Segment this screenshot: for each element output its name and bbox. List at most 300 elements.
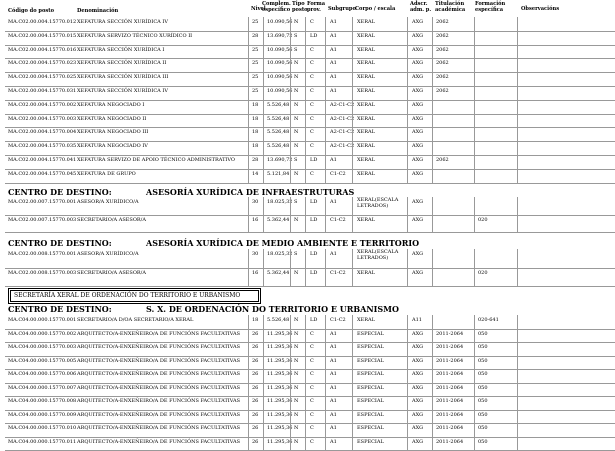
table-row	[0, 128, 615, 137]
cell-codigo: MA.C04.00.000.15770.005	[8, 357, 77, 364]
column-divider	[432, 315, 433, 450]
cell-complem: 5.526,48	[267, 115, 290, 122]
cell-formacion: 020	[478, 216, 488, 223]
cell-corpo: XERAL	[357, 317, 375, 323]
cell-codigo: MA.C02.00.004.15770.045	[8, 170, 77, 177]
cell-denominacion: XEFATURA SERVIZO DE APOIO TÉCNICO ADMINISTRATIVO	[77, 157, 236, 163]
table-row	[0, 156, 615, 165]
cell-adscr: AXG	[412, 60, 424, 67]
cell-formacion: 050	[478, 384, 488, 391]
cell-forma: C	[310, 398, 314, 404]
cell-codigo: MA.C04.00.000.15770.009	[8, 411, 77, 418]
cell-tipo: S	[294, 46, 298, 53]
section-centro-destino-2	[8, 238, 420, 248]
header-adm: adm. p.	[410, 7, 432, 13]
header-titulacion: Titulación	[435, 1, 465, 7]
section-label: CENTRO DE DESTINO:	[8, 238, 112, 248]
cell-subgrupo: A2-C1-C2	[330, 115, 355, 122]
row-divider	[5, 183, 615, 184]
column-divider	[407, 249, 408, 286]
cell-denominacion: XEFATURA SECCIÓN XURÍDICA IV	[77, 19, 168, 25]
cell-adscr: AXG	[412, 251, 424, 257]
cell-subgrupo: A1	[330, 398, 337, 404]
cell-subgrupo: A2-C1-C2	[330, 129, 355, 136]
table-row	[0, 101, 615, 110]
cell-titulacion: 2011-2064	[436, 398, 464, 404]
cell-tipo: N	[294, 357, 299, 364]
column-divider	[432, 17, 433, 183]
header-complem: Complem.	[262, 1, 291, 7]
cell-nivel: 14	[252, 170, 259, 177]
cell-titulacion: 2062	[436, 88, 449, 94]
cell-tipo: N	[294, 19, 299, 25]
table-row	[0, 384, 615, 393]
cell-corpo: ESPECIAL	[357, 398, 384, 404]
cell-corpo: XERAL	[357, 32, 375, 39]
cell-titulacion: 2062	[436, 46, 449, 53]
cell-titulacion: 2011-2064	[436, 438, 464, 445]
cell-formacion: 020-641	[478, 317, 499, 323]
table-row	[0, 87, 615, 96]
cell-forma: C	[310, 170, 314, 177]
cell-nivel: 25	[252, 19, 259, 25]
cell-denominacion: XEFATURA DE GRUPO	[77, 170, 136, 177]
cell-denominacion: ARQUITECTO/A-ENXEÑEIRO/A DE FUNCIÓNS FACULTATIVAS	[77, 384, 241, 391]
cell-tipo: N	[294, 330, 299, 337]
cell-forma: LD	[310, 32, 318, 39]
cell-tipo: N	[294, 344, 299, 350]
cell-complem: 11.295,36	[267, 398, 293, 404]
cell-corpo: XERAL	[357, 157, 375, 163]
cell-nivel: 26	[252, 411, 259, 418]
cell-subgrupo: A2-C1-C2	[330, 143, 355, 150]
header-subgrupo: Subgrupo	[328, 6, 356, 12]
column-divider	[248, 197, 249, 232]
cell-subgrupo: A1	[330, 425, 337, 431]
cell-corpo: XERAL	[357, 269, 375, 276]
cell-tipo: S	[294, 251, 298, 257]
header-posto: posto	[292, 7, 308, 13]
cell-subgrupo: A1	[330, 199, 337, 205]
cell-complem: 10.090,56	[267, 60, 293, 67]
column-divider	[352, 197, 353, 232]
column-divider	[432, 249, 433, 286]
cell-tipo: N	[294, 170, 299, 177]
table-row	[0, 32, 615, 41]
column-divider	[474, 197, 475, 232]
cell-complem: 5.362,44	[267, 269, 290, 276]
cell-adscr: AXG	[412, 19, 424, 25]
cell-subgrupo: A1	[330, 330, 337, 337]
cell-nivel: 16	[252, 269, 259, 276]
cell-nivel: 26	[252, 344, 259, 350]
cell-nivel: 26	[252, 330, 259, 337]
cell-forma: LD	[310, 199, 318, 205]
header-tipo: Tipo	[292, 1, 305, 7]
column-divider	[352, 315, 353, 450]
cell-denominacion: ARQUITECTO/A-ENXEÑEIRO/A DE FUNCIÓNS FACULTATIVAS	[77, 357, 241, 364]
cell-corpo: XERAL	[357, 216, 375, 223]
cell-forma: C	[310, 74, 314, 81]
cell-tipo: N	[294, 88, 299, 94]
cell-denominacion: ARQUITECTO/A-ENXEÑEIRO/A DE FUNCIÓNS FACULTATIVAS	[77, 411, 241, 418]
cell-titulacion: 2011-2064	[436, 357, 464, 364]
section-centro-destino-1	[8, 187, 355, 197]
cell-forma: C	[310, 357, 314, 364]
cell-titulacion: 2062	[436, 157, 449, 163]
cell-codigo: MA.C02.00.004.15770.003	[8, 115, 77, 122]
cell-tipo: N	[294, 269, 299, 276]
cell-complem: 10.090,56	[267, 46, 293, 53]
cell-subgrupo: A1	[330, 88, 337, 94]
cell-nivel: 25	[252, 46, 259, 53]
cell-forma: C	[310, 88, 314, 94]
table-row	[0, 343, 615, 352]
cell-formacion: 050	[478, 425, 488, 431]
column-divider	[407, 197, 408, 232]
cell-complem: 11.295,36	[267, 357, 293, 364]
cell-denominacion: ARQUITECTO/A-ENXEÑEIRO/A DE FUNCIÓNS FACULTATIVAS	[77, 438, 241, 445]
cell-subgrupo: A1	[330, 46, 337, 53]
cell-adscr: AXG	[412, 411, 424, 418]
secretaria-heading: SECRETARÍA XERAL DE ORDENACIÓN DO TERRITORIO E URBANISMO	[10, 290, 259, 302]
cell-adscr: AXG	[412, 398, 424, 404]
cell-forma: C	[310, 384, 314, 391]
cell-codigo: MA.C04.00.000.15770.003	[8, 344, 77, 350]
cell-formacion: 050	[478, 371, 488, 377]
cell-corpo: XERAL	[357, 129, 375, 136]
column-divider	[305, 249, 306, 286]
column-divider	[474, 315, 475, 450]
cell-tipo: N	[294, 60, 299, 67]
column-divider	[325, 315, 326, 450]
cell-titulacion: 2011-2064	[436, 330, 464, 337]
table-row	[0, 142, 615, 151]
cell-codigo: MA.C02.00.008.15770.003	[8, 269, 77, 276]
cell-denominacion: XEFATURA SECCIÓN XURÍDICA II	[77, 60, 167, 67]
cell-denominacion: XEFATURA SECCIÓN XURÍDICA I	[77, 46, 165, 53]
column-divider	[474, 17, 475, 183]
cell-forma: LD	[310, 317, 318, 323]
section-name: ASESORÍA XURÍDICA DE MEDIO AMBIENTE E TERRITORIO	[146, 238, 420, 248]
cell-subgrupo: A1	[330, 438, 337, 445]
table-row	[0, 316, 615, 325]
cell-corpo: XERAL	[357, 60, 375, 67]
cell-subgrupo: A1	[330, 411, 337, 418]
cell-tipo: N	[294, 317, 299, 323]
cell-corpo: XERAL	[357, 170, 375, 177]
cell-forma: C	[310, 19, 314, 25]
cell-denominacion: ARQUITECTO/A-ENXEÑEIRO/A DE FUNCIÓNS FACULTATIVAS	[77, 398, 241, 404]
cell-codigo: MA.C04.00.000.15770.010	[8, 425, 77, 431]
column-divider	[352, 249, 353, 286]
cell-nivel: 26	[252, 357, 259, 364]
cell-denominacion: SECRETARIO/A ASESOR/A	[77, 216, 146, 223]
cell-nivel: 18	[252, 101, 259, 108]
cell-codigo: MA.C04.00.000.15770.001	[8, 317, 77, 323]
table-row	[0, 397, 615, 406]
cell-codigo: MA.C04.00.000.15770.006	[8, 371, 77, 377]
header-codigo: Código do posto	[8, 8, 54, 14]
section-name: S. X. DE ORDENACIÓN DO TERRITORIO E URBANISMO	[146, 304, 399, 314]
cell-formacion: 050	[478, 344, 488, 350]
cell-nivel: 26	[252, 438, 259, 445]
cell-codigo: MA.C02.00.004.15770.012	[8, 19, 77, 25]
table-row	[0, 424, 615, 433]
cell-tipo: N	[294, 143, 299, 150]
cell-tipo: S	[294, 32, 298, 39]
cell-nivel: 28	[252, 157, 259, 163]
cell-adscr: AXG	[412, 115, 424, 122]
table-header	[0, 0, 615, 20]
column-divider	[263, 315, 264, 450]
cell-subgrupo: A1	[330, 74, 337, 81]
cell-tipo: N	[294, 101, 299, 108]
cell-formacion: 020	[478, 269, 488, 276]
cell-codigo: MA.C04.00.000.15770.002	[8, 330, 77, 337]
cell-nivel: 28	[252, 32, 259, 39]
cell-nivel: 30	[252, 199, 259, 205]
header-especifico: específico	[262, 7, 291, 13]
cell-subgrupo: C1-C2	[330, 317, 346, 323]
cell-tipo: N	[294, 398, 299, 404]
table-row	[0, 330, 615, 339]
cell-nivel: 25	[252, 60, 259, 67]
column-divider	[517, 17, 518, 183]
cell-titulacion: 2011-2064	[436, 371, 464, 377]
row-divider	[5, 232, 615, 233]
table-row	[0, 198, 615, 207]
cell-codigo: MA.C02.00.004.15770.016	[8, 46, 77, 53]
table-row	[0, 170, 615, 179]
cell-codigo: MA.C02.00.007.15770.001	[8, 199, 77, 205]
cell-subgrupo: C1-C2	[330, 269, 346, 276]
cell-forma: C	[310, 330, 314, 337]
cell-forma: C	[310, 46, 314, 53]
cell-corpo: XERAL	[357, 115, 375, 122]
cell-adscr: AXG	[412, 357, 424, 364]
cell-complem: 5.526,48	[267, 129, 290, 136]
cell-tipo: N	[294, 371, 299, 377]
column-divider	[305, 197, 306, 232]
cell-codigo: MA.C02.00.004.15770.004	[8, 129, 77, 136]
header-academica: académica	[435, 7, 466, 13]
column-divider	[248, 17, 249, 183]
section-centro-destino-3	[8, 304, 399, 314]
cell-complem: 11.295,36	[267, 438, 293, 445]
cell-denominacion: ARQUITECTO/A-ENXEÑEIRO/A DE FUNCIÓNS FACULTATIVAS	[77, 425, 241, 431]
cell-subgrupo: A1	[330, 157, 337, 163]
cell-complem: 5.526,48	[267, 143, 290, 150]
cell-nivel: 26	[252, 371, 259, 377]
table-row	[0, 59, 615, 68]
column-divider	[325, 17, 326, 183]
cell-nivel: 18	[252, 115, 259, 122]
cell-forma: C	[310, 101, 314, 108]
cell-adscr: AXG	[412, 101, 424, 108]
cell-corpo: ESPECIAL	[357, 425, 384, 431]
cell-corpo: XERAL	[357, 46, 375, 53]
cell-forma: C	[310, 425, 314, 431]
cell-codigo: MA.C02.00.004.15770.035	[8, 143, 77, 150]
cell-denominacion: XEFATURA NEGOCIADO II	[77, 115, 147, 122]
header-especifica: específica	[475, 7, 504, 13]
cell-complem: 10.090,56	[267, 88, 293, 94]
column-divider	[290, 197, 291, 232]
table-row	[0, 73, 615, 82]
cell-corpo: XERAL(ESCALA LETRADOS)	[357, 197, 399, 209]
cell-corpo: ESPECIAL	[357, 384, 384, 391]
cell-denominacion: SECRETARIO/A ASESOR/A	[77, 269, 146, 276]
column-divider	[432, 197, 433, 232]
cell-codigo: MA.C04.00.000.15770.008	[8, 398, 77, 404]
cell-denominacion: XEFATURA NEGOCIADO IV	[77, 143, 148, 150]
cell-subgrupo: A2-C1-C2	[330, 101, 355, 108]
cell-corpo: XERAL	[357, 19, 375, 25]
column-divider	[263, 197, 264, 232]
table-row	[0, 115, 615, 124]
cell-corpo: ESPECIAL	[357, 371, 384, 377]
cell-formacion: 050	[478, 398, 488, 404]
cell-corpo: XERAL	[357, 74, 375, 81]
cell-formacion: 050	[478, 330, 488, 337]
column-divider	[305, 17, 306, 183]
header-adscr: Adscr.	[410, 1, 428, 7]
column-divider	[248, 249, 249, 286]
cell-forma: C	[310, 129, 314, 136]
column-divider	[474, 249, 475, 286]
cell-adscr: AXG	[412, 438, 424, 445]
cell-denominacion: ASESOR/A XURÍDICO/A	[77, 199, 139, 205]
cell-corpo: ESPECIAL	[357, 344, 384, 350]
cell-complem: 5.526,48	[267, 317, 290, 323]
cell-codigo: MA.C02.00.007.15770.003	[8, 216, 77, 223]
cell-forma: LD	[310, 157, 318, 163]
cell-adscr: AXG	[412, 74, 424, 81]
cell-titulacion: 2011-2064	[436, 384, 464, 391]
cell-codigo: MA.C04.00.000.15770.007	[8, 384, 77, 391]
cell-adscr: AXG	[412, 88, 424, 94]
cell-complem: 10.090,56	[267, 19, 293, 25]
header-formacion: Formación	[475, 1, 506, 7]
table-row	[0, 357, 615, 366]
cell-denominacion: ARQUITECTO/A-ENXEÑEIRO/A DE FUNCIÓNS FACULTATIVAS	[77, 371, 241, 377]
column-divider	[325, 249, 326, 286]
cell-complem: 18.025,32	[267, 251, 293, 257]
cell-complem: 11.295,36	[267, 371, 293, 377]
cell-adscr: AXG	[412, 269, 424, 276]
cell-codigo: MA.C02.00.008.15770.001	[8, 251, 77, 257]
section-name: ASESORÍA XURÍDICA DE INFRAESTRUTURAS	[146, 187, 355, 197]
cell-titulacion: 2011-2064	[436, 411, 464, 418]
column-divider	[290, 315, 291, 450]
table-row	[0, 216, 615, 225]
cell-titulacion: 2011-2064	[436, 425, 464, 431]
cell-subgrupo: C1-C2	[330, 170, 346, 177]
cell-complem: 11.295,36	[267, 425, 293, 431]
column-divider	[290, 17, 291, 183]
section-label: CENTRO DE DESTINO:	[8, 187, 112, 197]
cell-subgrupo: A1	[330, 344, 337, 350]
cell-forma: C	[310, 143, 314, 150]
cell-corpo: XERAL	[357, 88, 375, 94]
column-divider	[517, 197, 518, 232]
cell-nivel: 25	[252, 88, 259, 94]
header-forma: Forma	[307, 1, 326, 7]
cell-denominacion: ARQUITECTO/A-ENXEÑEIRO/A DE FUNCIÓNS FACULTATIVAS	[77, 330, 241, 337]
cell-tipo: N	[294, 438, 299, 445]
cell-nivel: 18	[252, 129, 259, 136]
cell-codigo: MA.C02.00.004.15770.041	[8, 157, 77, 163]
cell-adscr: AXG	[412, 330, 424, 337]
cell-forma: C	[310, 60, 314, 67]
header-corpo: Corpo / escala	[355, 6, 396, 12]
cell-denominacion: SECRETARIO/A D/OA SECRETARIO/A XERAL	[77, 317, 194, 323]
header-nivel: Nivel	[251, 6, 266, 12]
cell-titulacion: 2062	[436, 19, 449, 25]
cell-forma: LD	[310, 269, 318, 276]
cell-adscr: AXG	[412, 425, 424, 431]
cell-nivel: 18	[252, 317, 259, 323]
column-divider	[263, 249, 264, 286]
cell-denominacion: ASESOR/A XURÍDICO/A	[77, 251, 139, 257]
column-divider	[263, 17, 264, 183]
cell-tipo: N	[294, 115, 299, 122]
cell-forma: C	[310, 411, 314, 418]
row-divider	[5, 286, 615, 287]
column-divider	[290, 249, 291, 286]
cell-adscr: AXG	[412, 157, 424, 163]
column-divider	[352, 17, 353, 183]
cell-adscr: AXG	[412, 143, 424, 150]
column-divider	[305, 315, 306, 450]
table-row	[0, 18, 615, 27]
cell-subgrupo: A1	[330, 384, 337, 391]
cell-subgrupo: A1	[330, 251, 337, 257]
column-divider	[407, 17, 408, 183]
cell-adscr: AXG	[412, 371, 424, 377]
cell-denominacion: XEFATURA SECCIÓN XURÍDICA IV	[77, 88, 168, 94]
cell-forma: C	[310, 115, 314, 122]
cell-complem: 5.362,44	[267, 216, 290, 223]
cell-forma: C	[310, 371, 314, 377]
cell-formacion: 050	[478, 438, 488, 445]
cell-formacion: 050	[478, 357, 488, 364]
column-divider	[325, 197, 326, 232]
cell-adscr: AXG	[412, 32, 424, 39]
cell-corpo: XERAL(ESCALA LETRADOS)	[357, 249, 399, 261]
cell-titulacion: 2062	[436, 32, 449, 39]
cell-titulacion: 2011-2064	[436, 344, 464, 350]
cell-titulacion: 2062	[436, 60, 449, 67]
cell-subgrupo: A1	[330, 60, 337, 67]
cell-nivel: 26	[252, 425, 259, 431]
cell-nivel: 26	[252, 398, 259, 404]
cell-complem: 18.025,32	[267, 199, 293, 205]
cell-subgrupo: A1	[330, 357, 337, 364]
cell-nivel: 25	[252, 74, 259, 81]
cell-denominacion: XEFATURA NEGOCIADO III	[77, 129, 149, 136]
cell-codigo: MA.C02.00.004.15770.015	[8, 32, 77, 39]
cell-titulacion: 2062	[436, 74, 449, 81]
cell-codigo: MA.C04.00.000.15770.011	[8, 438, 77, 445]
cell-tipo: N	[294, 74, 299, 81]
cell-tipo: N	[294, 129, 299, 136]
cell-forma: C	[310, 344, 314, 350]
cell-corpo: ESPECIAL	[357, 411, 384, 418]
cell-adscr: AXG	[412, 170, 424, 177]
cell-denominacion: XEFATURA SERVIZO TÉCNICO XURÍDICO II	[77, 32, 193, 39]
